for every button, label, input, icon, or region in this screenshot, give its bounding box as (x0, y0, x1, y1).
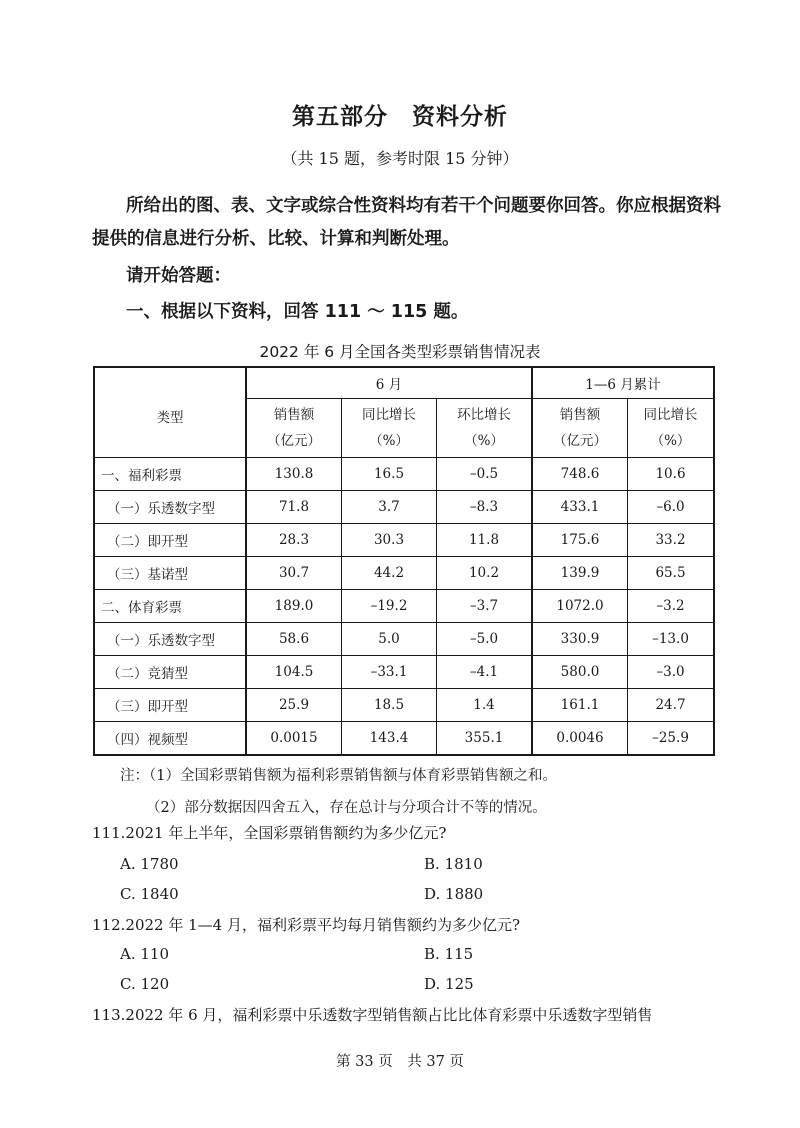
cell-cum-yoy: 10.6 (628, 458, 715, 491)
cell-june-sales: 25.9 (246, 689, 342, 722)
option-111-d: D. 1880 (424, 885, 484, 903)
cell-cum-yoy: 65.5 (628, 557, 715, 590)
cell-june-yoy: 16.5 (342, 458, 437, 491)
start-prompt: 请开始答题： (126, 266, 231, 286)
cell-cum-yoy: –6.0 (628, 491, 715, 524)
question-group-heading: 一、根据以下资料，回答 111 ～ 115 题。 (126, 302, 469, 322)
row-category: 二、体育彩票 (94, 590, 246, 623)
header-cum-sales: 销售额 （亿元） (532, 399, 628, 458)
note-2: （2）部分数据因四舍五入，存在总计与分项合计不等的情况。 (146, 800, 547, 816)
cell-cum-sales: 0.0046 (532, 722, 628, 756)
option-111-b: B. 1810 (424, 855, 483, 873)
cell-june-yoy: 18.5 (342, 689, 437, 722)
note-1: 注：（1）全国彩票销售额为福利彩票销售额与体育彩票销售额之和。 (120, 768, 557, 784)
cell-cum-sales: 175.6 (532, 524, 628, 557)
table-row (94, 590, 714, 623)
row-category: （四）视频型 (94, 722, 246, 756)
cell-june-sales: 28.3 (246, 524, 342, 557)
row-category: （三）基诺型 (94, 557, 246, 590)
cell-june-sales: 0.0015 (246, 722, 342, 756)
table-notes (120, 760, 557, 824)
table-row (94, 557, 714, 590)
option-112-a: A. 110 (120, 945, 169, 963)
cell-cum-yoy: –3.2 (628, 590, 715, 623)
cell-june-yoy: 3.7 (342, 491, 437, 524)
cell-june-mom: 11.8 (437, 524, 533, 557)
cell-june-mom: –8.3 (437, 491, 533, 524)
cell-cum-sales: 580.0 (532, 656, 628, 689)
question-111: 111.2021 年上半年，全国彩票销售额约为多少亿元? (92, 824, 447, 842)
page-footer: 第 33 页 共 37 页 (336, 1054, 464, 1070)
option-111-a: A. 1780 (120, 855, 179, 873)
table-row (94, 722, 714, 756)
cell-june-mom: 10.2 (437, 557, 533, 590)
row-category: （一）乐透数字型 (94, 623, 246, 656)
section-subtitle: （共 15 题，参考时限 15 分钟） (281, 149, 519, 168)
cell-cum-sales: 139.9 (532, 557, 628, 590)
cell-june-mom: –5.0 (437, 623, 533, 656)
cell-cum-sales: 1072.0 (532, 590, 628, 623)
table-row (94, 689, 714, 722)
cell-cum-yoy: –13.0 (628, 623, 715, 656)
question-112: 112.2022 年 1—4 月，福利彩票平均每月销售额约为多少亿元? (92, 916, 521, 934)
row-category: 一、福利彩票 (94, 458, 246, 491)
question-113: 113.2022 年 6 月，福利彩票中乐透数字型销售额占比比体育彩票中乐透数字型销售 (92, 1006, 653, 1024)
lottery-sales-table (93, 366, 715, 756)
table-row (94, 623, 714, 656)
option-112-b: B. 115 (424, 945, 474, 963)
cell-june-yoy: 5.0 (342, 623, 437, 656)
table-title: 2022 年 6 月全国各类型彩票销售情况表 (259, 343, 541, 361)
cell-cum-yoy: 24.7 (628, 689, 715, 722)
row-category: （二）竞猜型 (94, 656, 246, 689)
instructions: 所给出的图、表、文字或综合性资料均有若干个问题要你回答。你应根据资料提供的信息进行分析、比较、计算和判断处理。 (92, 196, 721, 249)
header-june: 6 月 (246, 367, 532, 399)
header-june-yoy: 同比增长 （%） (342, 399, 437, 458)
header-cum-yoy: 同比增长 （%） (628, 399, 715, 458)
option-112-c: C. 120 (120, 975, 170, 993)
cell-june-yoy: –33.1 (342, 656, 437, 689)
cell-june-sales: 30.7 (246, 557, 342, 590)
cell-june-yoy: 44.2 (342, 557, 437, 590)
cell-june-mom: 355.1 (437, 722, 533, 756)
option-111-c: C. 1840 (120, 885, 179, 903)
row-category: （三）即开型 (94, 689, 246, 722)
table-row (94, 491, 714, 524)
cell-cum-sales: 433.1 (532, 491, 628, 524)
header-june-mom: 环比增长 （%） (437, 399, 533, 458)
cell-june-sales: 71.8 (246, 491, 342, 524)
header-type: 类型 (94, 367, 246, 458)
table-row (94, 524, 714, 557)
option-112-d: D. 125 (424, 975, 474, 993)
cell-cum-yoy: –3.0 (628, 656, 715, 689)
table-row (94, 458, 714, 491)
row-category: （二）即开型 (94, 524, 246, 557)
header-june-sales: 销售额 （亿元） (246, 399, 342, 458)
cell-june-yoy: –19.2 (342, 590, 437, 623)
cell-june-sales: 189.0 (246, 590, 342, 623)
cell-june-yoy: 143.4 (342, 722, 437, 756)
cell-june-mom: –4.1 (437, 656, 533, 689)
cell-cum-sales: 330.9 (532, 623, 628, 656)
header-cumulative: 1—6 月累计 (532, 367, 714, 399)
cell-june-sales: 58.6 (246, 623, 342, 656)
cell-june-mom: –0.5 (437, 458, 533, 491)
row-category: （一）乐透数字型 (94, 491, 246, 524)
section-title: 第五部分 资料分析 (292, 104, 508, 130)
cell-june-mom: –3.7 (437, 590, 533, 623)
cell-june-yoy: 30.3 (342, 524, 437, 557)
cell-june-sales: 130.8 (246, 458, 342, 491)
cell-cum-sales: 161.1 (532, 689, 628, 722)
cell-cum-sales: 748.6 (532, 458, 628, 491)
table-row (94, 656, 714, 689)
cell-june-sales: 104.5 (246, 656, 342, 689)
cell-cum-yoy: 33.2 (628, 524, 715, 557)
cell-june-mom: 1.4 (437, 689, 533, 722)
cell-cum-yoy: –25.9 (628, 722, 715, 756)
